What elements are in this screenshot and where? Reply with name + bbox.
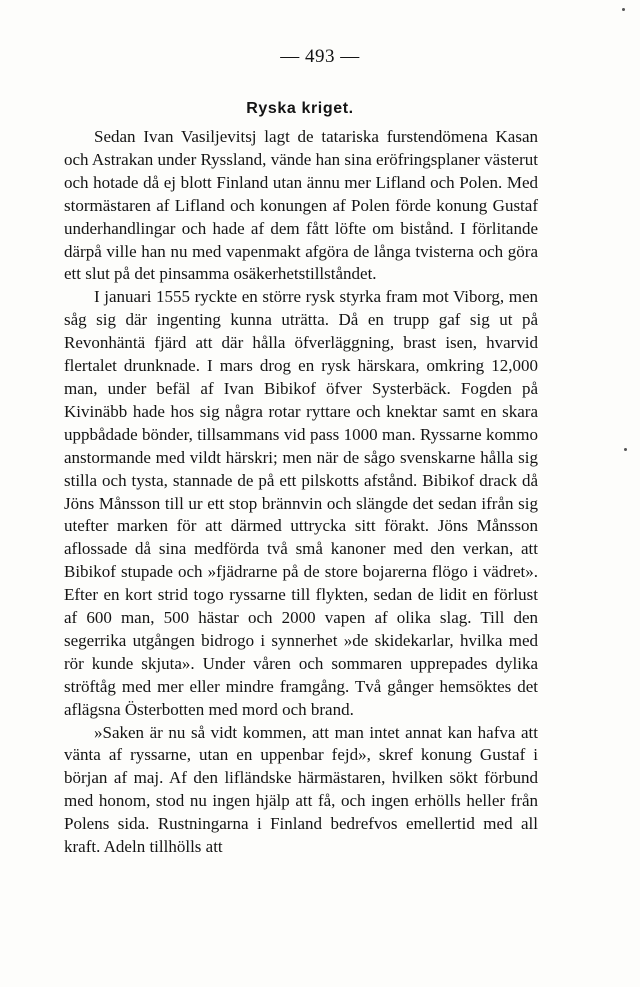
body-text	[64, 126, 538, 859]
paragraph-2: I januari 1555 ryckte en större rysk styrka fram mot Viborg, men såg sig där ingenting kunna uträtta. Då en trupp gaf sig ut på Revonhäntä fjärd att där hålla öfverläggning, brast isen, hvarvid flertalet drunknade. I mars drog en rysk härskara, omkring 12,000 man, under befäl af Ivan Bibikof öfver Systerbäck. Fogden på Kivinäbb hade hos sig några rotar ryttare och knektar samt en skara uppbådade bönder, tillsammans vid pass 1000 man. Ryssarne kommo anstormande med vildt härskri; men när de sågo svenskarne hålla sig stilla och tysta, stannade de på ett pilskotts afstånd. Bibikof drack då Jöns Månsson till ur ett stop brännvin och slängde det sedan ifrån sig utefter marken för att därmed uttrycka sitt förakt. Jöns Månsson aflossade då sina medförda två små kanoner med den verkan, att Bibikof stupade och »fjädrarne på de store bojarerna flögo i vädret». Efter en kort strid togo ryssarne till flykten, sedan de lidit en förlust af 600 man, 500 hästar och 2000 vapen af olika slag. Till den segerrika utgången bidrogo i synnerhet »de skidekarlar, hvilka med rör kunde skjuta». Under våren och sommaren upprepades dylika ströftåg med mer eller mindre framgång. Två gånger hemsöktes det aflägsna Österbotten med mord och brand.	[64, 287, 538, 719]
page-number: — 493 —	[280, 46, 360, 67]
chapter-heading: Ryska kriget.	[246, 100, 354, 117]
paragraph-1: Sedan Ivan Vasiljevitsj lagt de tatariska furstendömena Kasan och Astrakan under Ryssland, vände han sina eröfringsplaner västerut och hotade då ej blott Finland utan ännu mer Lifland och Polen. Med stormästaren af Lifland och konungen af Polen förde konung Gustaf underhandlingar och hade af dem fått löfte om bistånd. I förlitande därpå ville han nu med vapenmakt afgöra de långa tvisterna och göra ett slut på det pinsamma osäkerhetstillståndet.	[64, 127, 538, 284]
scan-speck	[622, 8, 625, 11]
scan-speck	[624, 448, 627, 451]
paragraph-3: »Saken är nu så vidt kommen, att man intet annat kan hafva att vänta af ryssarne, utan en uppenbar fejd», skref konung Gustaf i början af maj. Af den lifländske härmästaren, hvilken sökt förbund med honom, stod nu ingen hjälp att få, och ingen erhölls heller från Polens sida. Rustningarna i Finland bedrefvos emellertid med all kraft. Adeln tillhölls att	[64, 722, 538, 857]
